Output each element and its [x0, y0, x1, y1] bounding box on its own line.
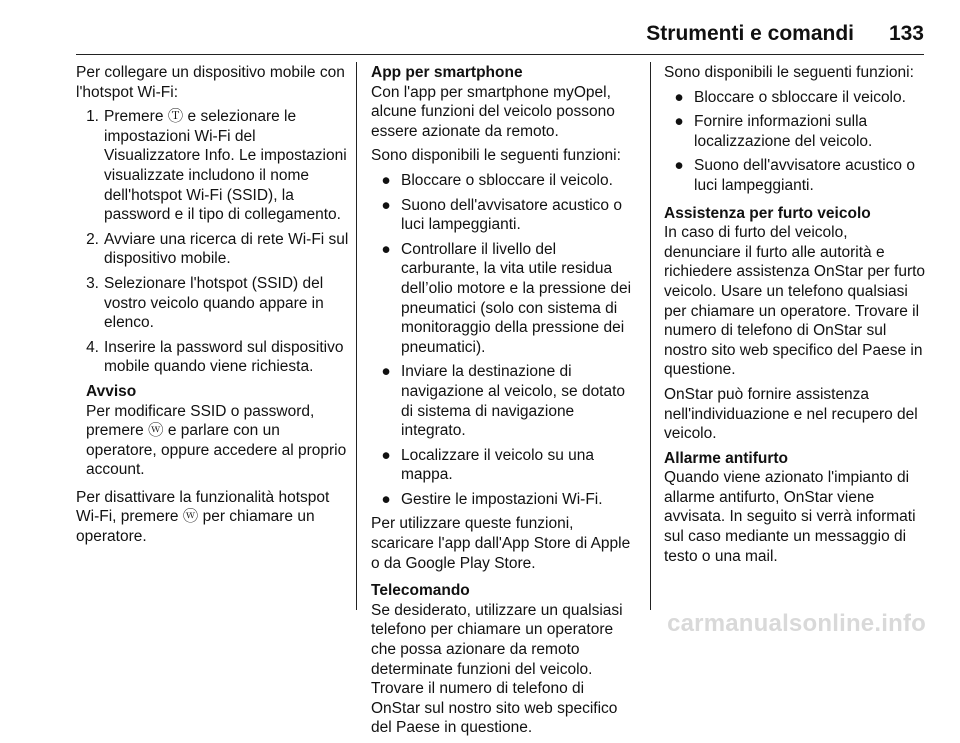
- bullet-icon: ●: [381, 490, 391, 508]
- bullet-text: Fornire informazioni sulla localizzazione del veicolo.: [694, 113, 873, 150]
- app-heading: App per smartphone: [371, 64, 523, 81]
- app-text: Con l'app per smartphone myOpel, alcune funzioni del veicolo possono essere azionate da remoto.: [371, 83, 615, 140]
- bullet-item: [371, 240, 635, 358]
- bullet-icon: ●: [381, 240, 391, 258]
- remote-heading: Telecomando: [371, 582, 470, 600]
- notice-title: Avviso: [86, 382, 137, 400]
- column-2: [371, 63, 635, 743]
- step-text: Selezionare l'hotspot (SSID) del vostro veicolo quando appare in elenco.: [104, 274, 324, 332]
- bullet-item: [371, 446, 635, 485]
- bullet-item: [664, 112, 928, 151]
- column-divider-2: [650, 62, 651, 610]
- column-divider-1: [356, 62, 357, 610]
- bullet-icon: ●: [674, 157, 684, 175]
- bullet-icon: ●: [381, 446, 391, 464]
- bullet-text: Bloccare o sbloccare il veicolo.: [401, 171, 613, 189]
- usage-text: Per utilizzare queste funzioni, scaricare l'app dall'App Store di Apple o da Google Play Store.: [371, 515, 631, 572]
- functions-intro: Sono disponibili le seguenti funzioni:: [371, 147, 621, 165]
- header-divider: [76, 54, 924, 55]
- bullet-text: Gestire le impostazioni Wi-Fi.: [401, 490, 603, 508]
- bullet-icon: ●: [381, 196, 391, 214]
- theft-text: In caso di furto del veicolo, denunciare il furto alle autorità e richiedere assistenza OnStar per furto veicolo. Usare un telefono qualsiasi per chiamare un operatore. Trovare il numero di telefono di OnStar sul nostro sito web specifico del Paese in questione.: [664, 224, 926, 379]
- alarm-heading: Allarme antifurto: [664, 449, 789, 467]
- step-number: 1.: [86, 108, 99, 126]
- step-number: 2.: [86, 230, 99, 248]
- bullet-text: Bloccare o sbloccare il veicolo.: [694, 88, 906, 106]
- bullet-item: [371, 171, 635, 191]
- bullet-text: Suono dell'avvisatore acustico o luci lampeggianti.: [401, 196, 622, 234]
- step-item: [76, 338, 350, 377]
- step-text: Avviare una ricerca di rete Wi-Fi sul dispositivo mobile.: [104, 230, 349, 268]
- bullet-item: [371, 196, 635, 235]
- notice-text: Per modificare SSID o password, premere ⓦ e parlare con un operatore, oppure accedere al proprio account.: [86, 402, 347, 479]
- step-text: Premere Ⓣ e selezionare le impostazioni Wi-Fi del Visualizzatore Info. Le impostazioni visualizzate includono il nome dell'hotspot Wi-Fi (SSID), la password e il tipo di collegamento.: [104, 108, 347, 224]
- theft-heading: Assistenza per furto veicolo: [664, 204, 871, 222]
- section-title: Strumenti e comandi: [646, 22, 854, 45]
- bullet-item: [664, 156, 928, 195]
- bullet-text: Suono dell'avvisatore acustico o luci lampeggianti.: [694, 157, 915, 194]
- bullet-icon: ●: [674, 113, 684, 131]
- step-item: [76, 107, 350, 225]
- column-3: [664, 63, 928, 571]
- bullet-icon: ●: [674, 88, 684, 106]
- step-text: Inserire la password sul dispositivo mobile quando viene richiesta.: [104, 338, 344, 376]
- column-1: [76, 63, 350, 552]
- hotspot-disable-text: Per disattivare la funzionalità hotspot Wi-Fi, premere ⓦ per chiamare un operatore.: [76, 488, 330, 546]
- bullet-icon: ●: [381, 363, 391, 381]
- alarm-text: Quando viene azionato l'impianto di allarme antifurto, OnStar viene avvisata. In seguito si verrà informati sul caso mediante un messaggio di testo o una mail.: [664, 469, 916, 565]
- step-item: [76, 274, 350, 333]
- page-header: [0, 0, 960, 56]
- bullet-text: Inviare la destinazione di navigazione al veicolo, se dotato di sistema di navigazione integrato.: [401, 363, 626, 440]
- functions-intro: Sono disponibili le seguenti funzioni:: [664, 64, 914, 81]
- watermark: carmanualsonline.info: [667, 610, 926, 638]
- wifi-intro: Per collegare un dispositivo mobile con l'hotspot Wi-Fi:: [76, 64, 345, 101]
- bullet-item: [371, 490, 635, 510]
- bullet-text: Controllare il livello del carburante, la vita utile residua dell’olio motore e la pressione dei pneumatici (solo con sistema di monitoraggio della pressione dei pneumatici).: [401, 240, 632, 356]
- step-item: [76, 230, 350, 269]
- bullet-item: [371, 362, 635, 440]
- step-number: 4.: [86, 338, 99, 356]
- remote-text: Se desiderato, utilizzare un qualsiasi telefono per chiamare un operatore che possa azionare da remoto determinate funzioni del veicolo. Trovare il numero di telefono di OnStar sul nostro sito web specifico del Paese in questione.: [371, 601, 623, 737]
- bullet-item: [664, 88, 928, 108]
- notice-block: [76, 382, 350, 480]
- bullet-text: Localizzare il veicolo su una mappa.: [401, 446, 594, 484]
- onstar-text: OnStar può fornire assistenza nell'individuazione e nel recupero del veicolo.: [664, 385, 918, 443]
- step-number: 3.: [86, 274, 99, 292]
- bullet-icon: ●: [381, 171, 391, 189]
- page-number: 133: [888, 22, 924, 45]
